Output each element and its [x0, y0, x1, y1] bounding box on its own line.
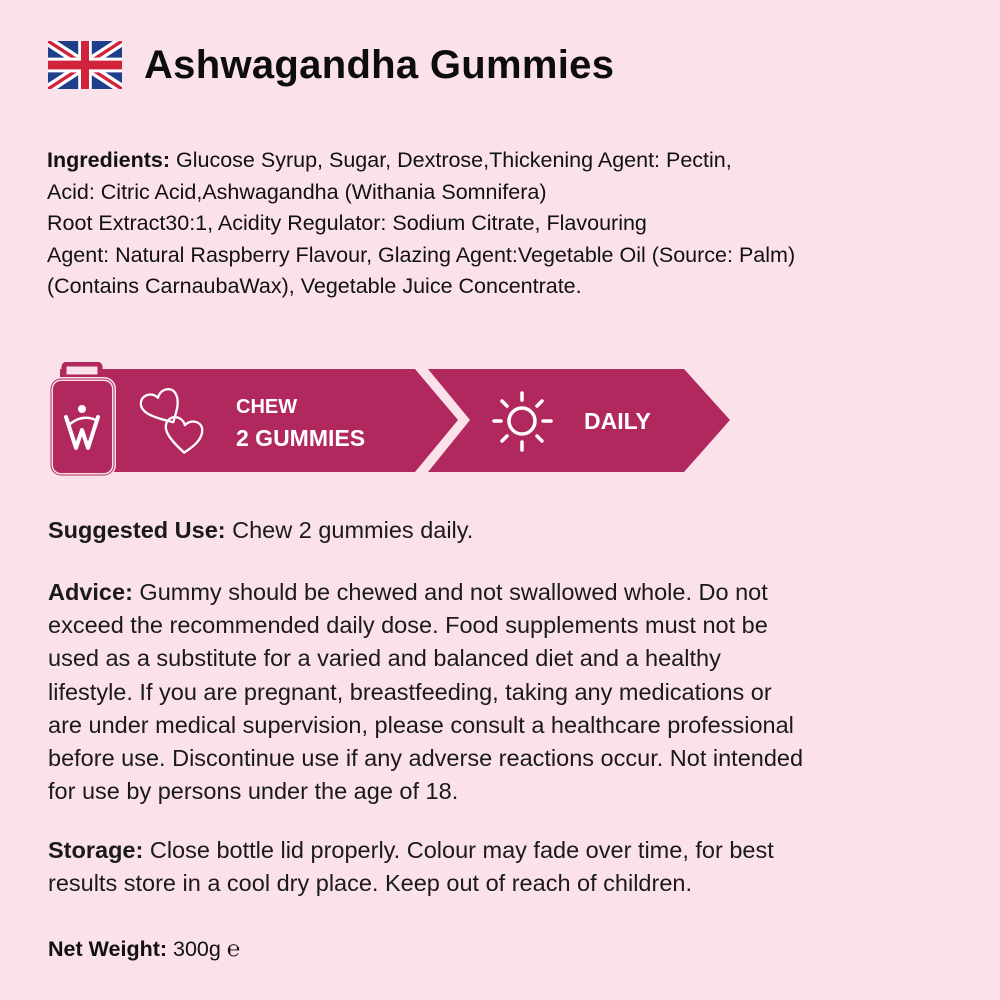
ingredients-text: Glucose Syrup, Sugar, Dextrose,Thickening Agent: Pectin,: [170, 148, 732, 172]
ingredients-line: (Contains CarnaubaWax), Vegetable Juice Concentrate.: [47, 274, 582, 298]
advice-label: Advice:: [48, 579, 133, 605]
usage-banner: [0, 362, 1000, 480]
storage-paragraph: [48, 834, 774, 900]
storage-line: [48, 834, 774, 867]
suggested-use-label: Suggested Use:: [48, 517, 226, 543]
advice-line: [48, 576, 803, 609]
storage-line: results store in a cool dry place. Keep out of reach of children.: [48, 870, 692, 897]
suggested-use-paragraph: [48, 514, 473, 547]
estimated-sign-icon: ℮: [226, 936, 241, 961]
ingredients-line: Agent: Natural Raspberry Flavour, Glazing Agent:Vegetable Oil (Source: Palm): [47, 242, 796, 267]
ingredients-line: Root Extract30:1, Acidity Regulator: Sodium Citrate, Flavouring: [47, 211, 647, 235]
advice-line: used as a substitute for a varied and balanced diet and a healthy: [48, 645, 721, 672]
advice-text: Gummy should be chewed and not swallowed whole. Do not: [132, 579, 768, 605]
advice-line: for use by persons under the age of 18.: [48, 778, 459, 805]
net-weight-value: 300g: [167, 937, 221, 961]
suggested-use-text: Chew 2 gummies daily.: [225, 517, 474, 543]
daily-label: DAILY: [584, 408, 651, 434]
chew-label: CHEW: [236, 396, 298, 418]
chew-instruction: [236, 392, 365, 454]
ingredients-line: [47, 145, 977, 177]
suggested-use-line: [48, 514, 473, 547]
gummies-label: 2 GUMMIES: [236, 425, 366, 451]
net-weight: [48, 931, 240, 967]
bottle-logo-icon: [51, 364, 114, 475]
page-title: Ashwagandha Gummies: [144, 42, 615, 87]
ingredients-label: Ingredients:: [47, 148, 171, 172]
net-weight-label: Net Weight:: [48, 937, 168, 961]
advice-line: before use. Discontinue use if any adverse reactions occur. Not intended: [48, 745, 804, 772]
ingredients-paragraph: [47, 145, 977, 303]
advice-line: exceed the recommended daily dose. Food supplements must not be: [48, 612, 768, 639]
storage-text: Close bottle lid properly. Colour may fade over time, for best: [143, 837, 774, 863]
advice-paragraph: [48, 576, 803, 808]
header: [48, 38, 614, 92]
banner-graphic: [0, 362, 1000, 480]
advice-line: are under medical supervision, please consult a healthcare professional: [48, 711, 794, 738]
storage-label: Storage:: [48, 837, 144, 863]
uk-flag-icon: [48, 41, 122, 89]
advice-line: lifestyle. If you are pregnant, breastfeeding, taking any medications or: [48, 678, 772, 705]
ingredients-line: Acid: Citric Acid,Ashwagandha (Withania Somnifera): [47, 179, 547, 204]
banner-band-2: [428, 369, 730, 472]
